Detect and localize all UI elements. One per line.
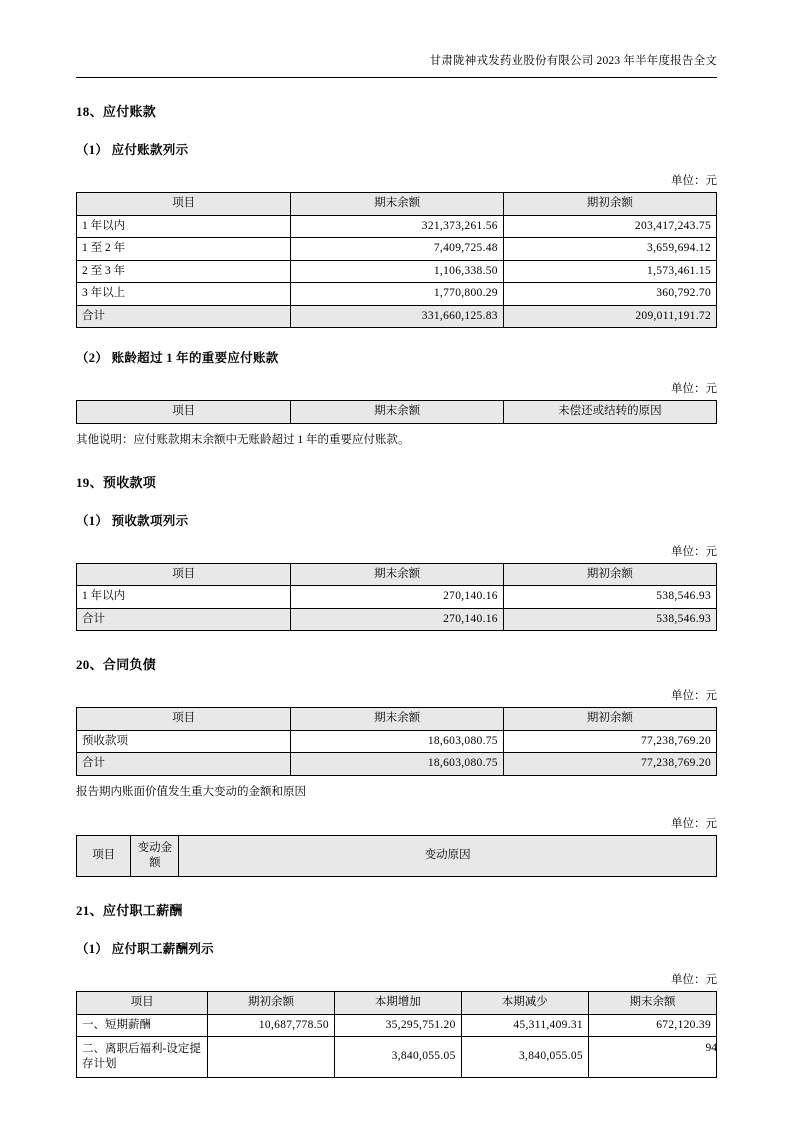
note-payables: 其他说明：应付账款期末余额中无账龄超过 1 年的重要应付账款。 bbox=[76, 433, 410, 446]
table-row bbox=[77, 215, 717, 238]
row-value: 7,409,725.48 bbox=[291, 238, 503, 261]
row-value: 3,840,055.05 bbox=[461, 1037, 588, 1078]
row-label: 一、短期薪酬 bbox=[77, 1014, 208, 1037]
column-header: 项目 bbox=[77, 992, 208, 1015]
column-header: 期末余额 bbox=[291, 401, 503, 424]
column-header: 本期减少 bbox=[461, 992, 588, 1015]
total-value: 331,660,125.83 bbox=[291, 305, 503, 328]
section-heading-18: 18、应付账款 bbox=[76, 104, 157, 119]
row-label: 2 至 3 年 bbox=[77, 260, 291, 283]
column-header: 期末余额 bbox=[291, 563, 503, 586]
total-value: 18,603,080.75 bbox=[291, 753, 503, 776]
column-header: 期末余额 bbox=[291, 193, 503, 216]
table-row bbox=[77, 260, 717, 283]
unit-label-1: 单位：元 bbox=[671, 175, 717, 187]
row-value: 538,546.93 bbox=[503, 586, 716, 609]
row-label: 1 至 2 年 bbox=[77, 238, 291, 261]
unit-label-5: 单位：元 bbox=[671, 818, 717, 831]
total-label: 合计 bbox=[77, 305, 291, 328]
subsection-heading-18-1: （1） 应付账款列示 bbox=[76, 143, 189, 157]
row-value bbox=[588, 1037, 716, 1078]
table-employee-benefits bbox=[76, 991, 717, 1078]
column-header: 期末余额 bbox=[588, 992, 716, 1015]
table-row bbox=[77, 283, 717, 306]
row-value: 35,295,751.20 bbox=[334, 1014, 461, 1037]
row-value: 360,792.70 bbox=[503, 283, 716, 306]
row-label: 1 年以内 bbox=[77, 586, 291, 609]
total-label: 合计 bbox=[77, 753, 291, 776]
row-label: 3 年以上 bbox=[77, 283, 291, 306]
column-header: 期初余额 bbox=[208, 992, 335, 1015]
column-header: 项目 bbox=[77, 193, 291, 216]
column-header: 变动原因 bbox=[179, 836, 717, 877]
header-title: 甘肃陇神戎发药业股份有限公司 2023 年半年度报告全文 bbox=[429, 55, 717, 67]
total-value: 209,011,191.72 bbox=[503, 305, 716, 328]
column-header: 项目 bbox=[77, 401, 291, 424]
row-value: 77,238,769.20 bbox=[503, 730, 716, 753]
table-contract-liabilities bbox=[76, 707, 717, 776]
row-value: 3,659,694.12 bbox=[503, 238, 716, 261]
row-value: 1,770,800.29 bbox=[291, 283, 503, 306]
column-header: 项目 bbox=[77, 836, 131, 877]
page-number: 94 bbox=[705, 1042, 717, 1054]
table-header-row bbox=[77, 563, 717, 586]
column-header: 期初余额 bbox=[503, 563, 716, 586]
row-value: 18,603,080.75 bbox=[291, 730, 503, 753]
row-value: 270,140.16 bbox=[291, 586, 503, 609]
table-significant-changes bbox=[76, 835, 717, 877]
table-row bbox=[77, 1014, 717, 1037]
table-row bbox=[77, 730, 717, 753]
column-header: 期末余额 bbox=[291, 708, 503, 731]
table-total-row bbox=[77, 753, 717, 776]
page-content bbox=[76, 0, 717, 1078]
column-header: 本期增加 bbox=[334, 992, 461, 1015]
table-header-row bbox=[77, 193, 717, 216]
row-value: 3,840,055.05 bbox=[334, 1037, 461, 1078]
table-row bbox=[77, 238, 717, 261]
row-label: 1 年以内 bbox=[77, 215, 291, 238]
row-value: 45,311,409.31 bbox=[461, 1014, 588, 1037]
table-row bbox=[77, 586, 717, 609]
table-total-row bbox=[77, 305, 717, 328]
table-header-row bbox=[77, 401, 717, 424]
row-value: 1,573,461.15 bbox=[503, 260, 716, 283]
row-value: 203,417,243.75 bbox=[503, 215, 716, 238]
table-row bbox=[77, 1037, 717, 1078]
subsection-heading-21-1: （1） 应付职工薪酬列示 bbox=[76, 942, 214, 957]
total-value: 538,546.93 bbox=[503, 608, 716, 631]
row-value: 321,373,261.56 bbox=[291, 215, 503, 238]
row-value: 10,687,778.50 bbox=[208, 1014, 335, 1037]
note-contract-liabilities: 报告期内账面价值发生重大变动的金额和原因 bbox=[76, 785, 306, 798]
column-header: 未偿还或结转的原因 bbox=[503, 401, 716, 424]
section-heading-20: 20、合同负债 bbox=[76, 657, 157, 673]
unit-label-4: 单位：元 bbox=[671, 690, 717, 703]
row-value bbox=[208, 1037, 335, 1078]
row-label: 预收款项 bbox=[77, 730, 291, 753]
column-header: 项目 bbox=[77, 708, 291, 731]
column-header: 变动金额 bbox=[131, 836, 179, 877]
table-header-row bbox=[77, 836, 717, 877]
header-divider bbox=[76, 77, 717, 78]
total-value: 77,238,769.20 bbox=[503, 753, 716, 776]
table-advances-received bbox=[76, 563, 717, 632]
table-payables-over-one-year bbox=[76, 400, 717, 424]
unit-label-2: 单位：元 bbox=[671, 383, 717, 396]
table-header-row bbox=[77, 708, 717, 731]
table-payables-aging bbox=[76, 192, 717, 328]
column-header: 期初余额 bbox=[503, 193, 716, 216]
row-value: 1,106,338.50 bbox=[291, 260, 503, 283]
total-value: 270,140.16 bbox=[291, 608, 503, 631]
section-heading-19: 19、预收款项 bbox=[76, 474, 157, 490]
table-total-row bbox=[77, 608, 717, 631]
subsection-heading-19-1: （1） 预收款项列示 bbox=[76, 513, 189, 528]
unit-label-3: 单位：元 bbox=[671, 545, 717, 558]
unit-label-6: 单位：元 bbox=[671, 974, 717, 987]
subsection-heading-18-2: （2） 账龄超过 1 年的重要应付账款 bbox=[76, 351, 279, 366]
page-header bbox=[76, 0, 717, 78]
column-header: 期初余额 bbox=[503, 708, 716, 731]
section-heading-21: 21、应付职工薪酬 bbox=[76, 903, 183, 919]
total-label: 合计 bbox=[77, 608, 291, 631]
row-value: 672,120.39 bbox=[588, 1014, 716, 1037]
table-header-row bbox=[77, 992, 717, 1015]
row-label: 二、离职后福利-设定提存计划 bbox=[77, 1037, 208, 1078]
column-header: 项目 bbox=[77, 563, 291, 586]
